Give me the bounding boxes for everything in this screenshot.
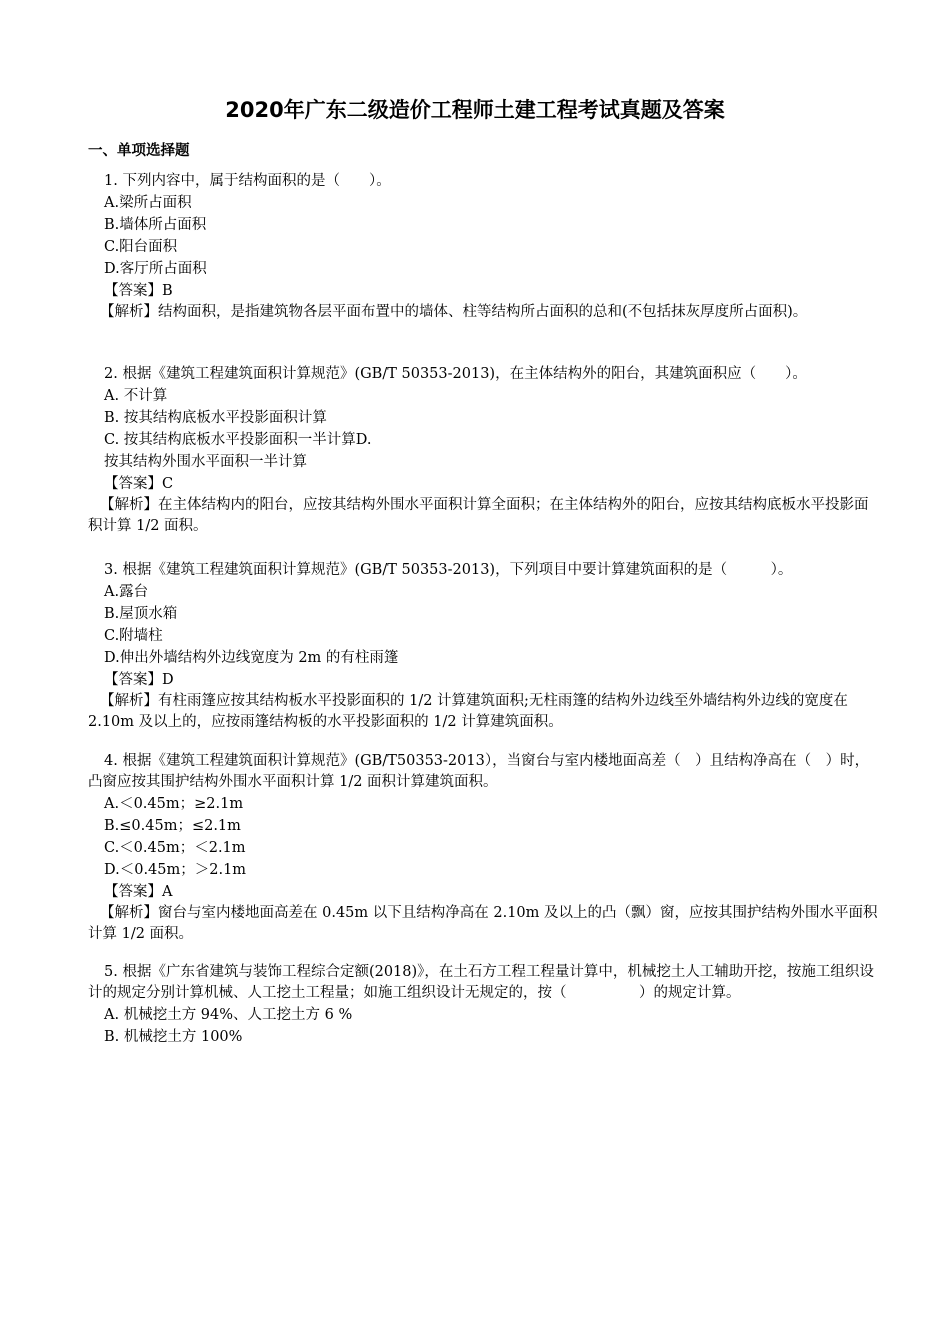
question-5 xyxy=(88,962,878,1048)
option-c: C.＜0.45m；＜2.1m xyxy=(104,840,246,856)
question-1 xyxy=(88,170,878,323)
analysis: 【解析】窗台与室内楼地面高差在 0.45m 以下且结构净高在 2.10m 及以上的凸（飘）窗，应按其围护结构外围水平面积计算 1/2 面积。 xyxy=(88,905,878,942)
answer: 【答案】D xyxy=(104,672,174,688)
option-b: B.≤0.45m；≤2.1m xyxy=(104,818,241,834)
question-stem: 2. 根据《建筑工程建筑面积计算规范》(GB/T 50353-2013)，在主体结构外的阳台，其建筑面积应（ ）。 xyxy=(104,366,807,382)
question-stem: 4. 根据《建筑工程建筑面积计算规范》(GB/T50353-2013），当窗台与室内楼地面高差（ ）且结构净高在（ ）时，凸窗应按其围护结构外围水平面积计算 1/2 面积计算建筑面积。 xyxy=(88,753,870,790)
option-b: B. 按其结构底板水平投影面积计算 xyxy=(104,410,327,426)
question-stem: 3. 根据《建筑工程建筑面积计算规范》(GB/T 50353-2013)，下列项目中要计算建筑面积的是（ ）。 xyxy=(104,562,793,578)
document-title: 2020年广东二级造价工程师土建工程考试真题及答案 xyxy=(225,98,725,122)
option-b: B.墙体所占面积 xyxy=(104,217,207,233)
option-d: D.客厅所占面积 xyxy=(104,261,207,277)
answer: 【答案】A xyxy=(104,884,173,900)
question-3 xyxy=(88,559,878,733)
option-d: D.＜0.45m；＞2.1m xyxy=(104,862,247,878)
analysis: 【解析】结构面积，是指建筑物各层平面布置中的墙体、柱等结构所占面积的总和(不包括抹灰厚度所占面积)。 xyxy=(100,304,808,320)
option-d: 按其结构外围水平面积一半计算 xyxy=(104,454,307,470)
question-stem: 1. 下列内容中，属于结构面积的是（ ）。 xyxy=(104,173,391,189)
option-a: A. 不计算 xyxy=(104,388,168,404)
option-c: C.阳台面积 xyxy=(104,239,178,255)
option-a: A. 机械挖土方 94%、人工挖土方 6 % xyxy=(104,1007,353,1023)
option-a: A.＜0.45m；≥2.1m xyxy=(104,796,244,812)
option-c: C.附墙柱 xyxy=(104,628,163,644)
option-b: B.屋顶水箱 xyxy=(104,606,178,622)
option-d: D.伸出外墙结构外边线宽度为 2m 的有柱雨篷 xyxy=(104,650,399,666)
analysis: 【解析】有柱雨篷应按其结构板水平投影面积的 1/2 计算建筑面积;无柱雨篷的结构外边线至外墙结构外边线的宽度在 2.10m 及以上的，应按雨篷结构板的水平投影面积的 1/2 计算建筑面积。 xyxy=(88,693,848,730)
option-c: C. 按其结构底板水平投影面积一半计算D. xyxy=(104,432,372,448)
analysis: 【解析】在主体结构内的阳台，应按其结构外围水平面积计算全面积；在主体结构外的阳台，应按其结构底板水平投影面积计算 1/2 面积。 xyxy=(88,497,869,534)
answer: 【答案】C xyxy=(104,476,174,492)
option-a: A.梁所占面积 xyxy=(104,195,192,211)
section-heading: 一、单项选择题 xyxy=(88,143,190,159)
option-a: A.露台 xyxy=(104,584,149,600)
question-2 xyxy=(88,363,878,537)
option-b: B. 机械挖土方 100% xyxy=(104,1029,243,1045)
question-stem: 5. 根据《广东省建筑与装饰工程综合定额(2018)》，在土石方工程工程量计算中，机械挖土人工辅助开挖，按施工组织设计的规定分别计算机械、人工挖土工程量；如施工组织设计无规定的，按（ ）的规定计算。 xyxy=(88,964,874,1001)
question-4 xyxy=(88,751,878,945)
answer: 【答案】B xyxy=(104,283,173,299)
